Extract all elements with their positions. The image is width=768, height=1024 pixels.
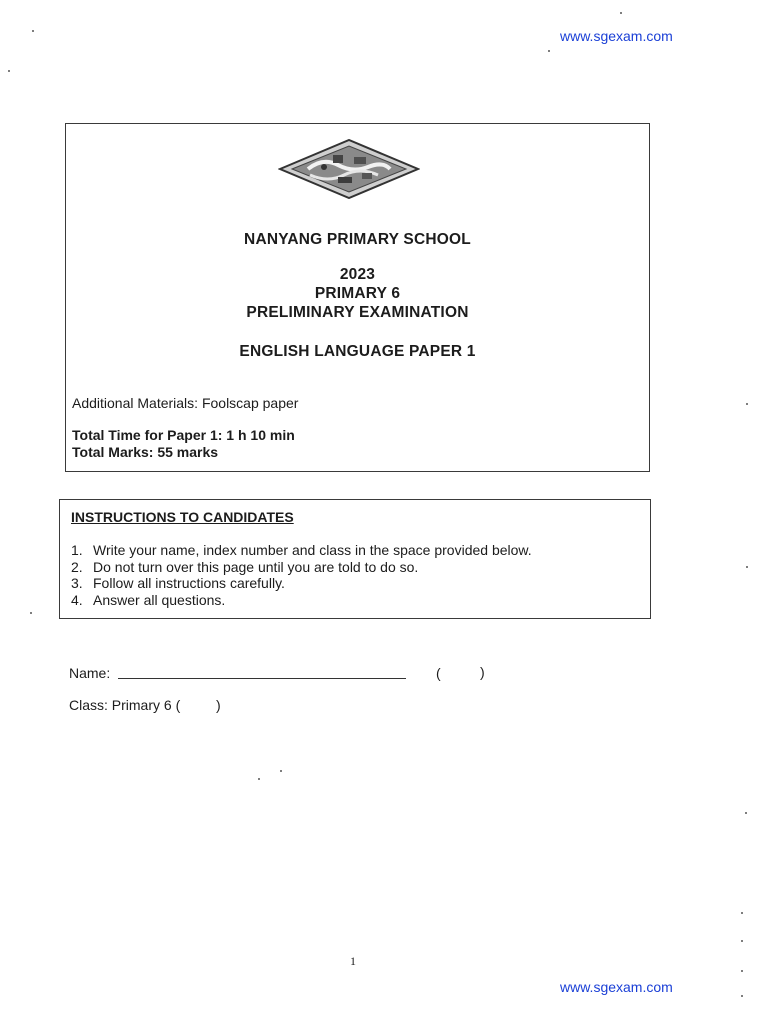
class-label: Class: Primary 6 ( [69,697,181,713]
index-paren-close: ) [480,664,485,680]
school-logo-icon [278,139,420,199]
list-item-text: Write your name, index number and class in the space provided below. [93,542,532,558]
school-name: NANYANG PRIMARY SCHOOL [244,231,471,248]
class-paren-close: ) [216,697,221,713]
list-item-text: Answer all questions. [93,591,226,608]
scan-speck [741,970,743,972]
total-marks: Total Marks: 55 marks [72,444,219,460]
instructions-list [71,542,532,608]
name-label: Name: [69,665,111,681]
list-item [71,592,532,609]
scan-speck [32,30,34,32]
scan-speck [741,912,743,914]
exam-level: PRIMARY 6 [314,285,401,302]
scan-speck [258,778,260,780]
scan-speck [280,770,282,772]
scan-speck [746,403,748,405]
list-item [71,542,532,559]
exam-year: 2023 [339,266,376,283]
scan-speck [30,612,32,614]
list-item-number: 4. [71,591,83,608]
index-paren-open: ( [436,665,441,681]
scan-speck [745,812,747,814]
list-item-text: Do not turn over this page until you are told to do so. [93,558,419,575]
website-link-top[interactable]: www.sgexam.com [560,28,673,44]
scan-speck [741,940,743,942]
scan-speck [746,566,748,568]
paper-title: ENGLISH LANGUAGE PAPER 1 [239,343,476,360]
exam-title: PRELIMINARY EXAMINATION [246,304,469,321]
scan-speck [741,995,743,997]
list-item-text: Follow all instructions carefully. [93,575,285,591]
exam-header-box [65,123,650,472]
scan-speck [8,70,10,72]
website-link-bottom[interactable]: www.sgexam.com [560,979,673,995]
list-item [71,575,532,592]
scan-speck [620,12,622,14]
page-number: 1 [350,954,356,968]
list-item-number: 1. [71,542,83,558]
name-field[interactable] [118,678,406,679]
instructions-heading: INSTRUCTIONS TO CANDIDATES [71,509,294,525]
instructions-box [59,499,651,619]
list-item [71,559,532,576]
total-time: Total Time for Paper 1: 1 h 10 min [72,427,295,443]
scan-speck [548,50,550,52]
list-item-number: 2. [71,558,83,575]
additional-materials: Additional Materials: Foolscap paper [72,395,299,411]
list-item-number: 3. [71,575,83,591]
